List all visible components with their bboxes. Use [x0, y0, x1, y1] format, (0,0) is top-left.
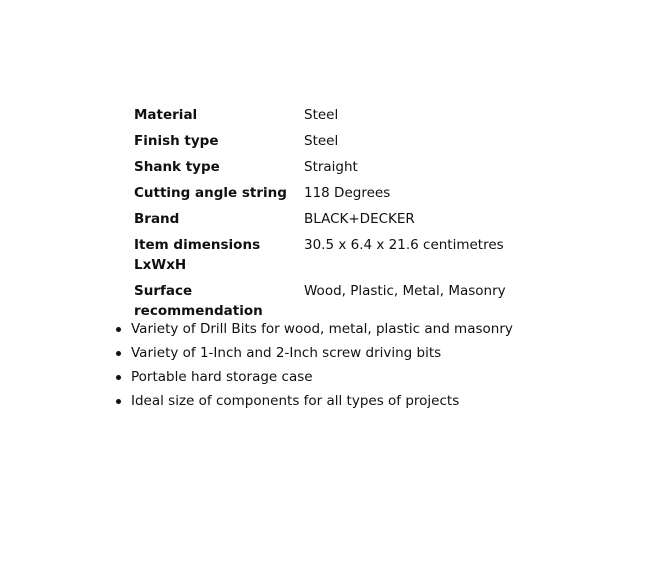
bullet-text: Ideal size of components for all types of projects: [131, 393, 460, 409]
list-item: [113, 367, 513, 391]
spec-value: Straight: [304, 159, 358, 175]
spec-row-finish-type: [127, 131, 506, 157]
spec-row-item-dimensions: [127, 235, 506, 281]
bullet-icon: [116, 375, 121, 380]
list-item: [113, 343, 513, 367]
list-item: [113, 319, 513, 343]
bullet-text: Variety of Drill Bits for wood, metal, plastic and masonry: [131, 321, 513, 337]
spec-label: Item dimensions LxWxH: [134, 237, 261, 273]
spec-label: Shank type: [134, 159, 220, 175]
spec-value: 118 Degrees: [304, 185, 391, 201]
bullet-icon: [116, 327, 121, 332]
bullet-text: Variety of 1-Inch and 2-Inch screw driving bits: [131, 345, 442, 361]
spec-value: BLACK+DECKER: [304, 211, 415, 227]
spec-value: Wood, Plastic, Metal, Masonry: [304, 283, 506, 299]
list-item: [113, 391, 513, 415]
spec-value: Steel: [304, 133, 339, 149]
spec-label: Material: [134, 107, 198, 123]
spec-row-brand: [127, 209, 506, 235]
spec-value: Steel: [304, 107, 339, 123]
product-specifications-table: [127, 105, 506, 327]
spec-value: 30.5 x 6.4 x 21.6 centimetres: [304, 237, 504, 253]
spec-label: Cutting angle string: [134, 185, 287, 201]
spec-label: Finish type: [134, 133, 219, 149]
bullet-icon: [116, 399, 121, 404]
spec-row-cutting-angle: [127, 183, 506, 209]
spec-row-material: [127, 105, 506, 131]
bullet-icon: [116, 351, 121, 356]
spec-label: Surface recommendation: [134, 283, 263, 319]
feature-bullet-list: [113, 319, 513, 415]
spec-label: Brand: [134, 211, 180, 227]
bullet-text: Portable hard storage case: [131, 369, 313, 385]
spec-row-shank-type: [127, 157, 506, 183]
